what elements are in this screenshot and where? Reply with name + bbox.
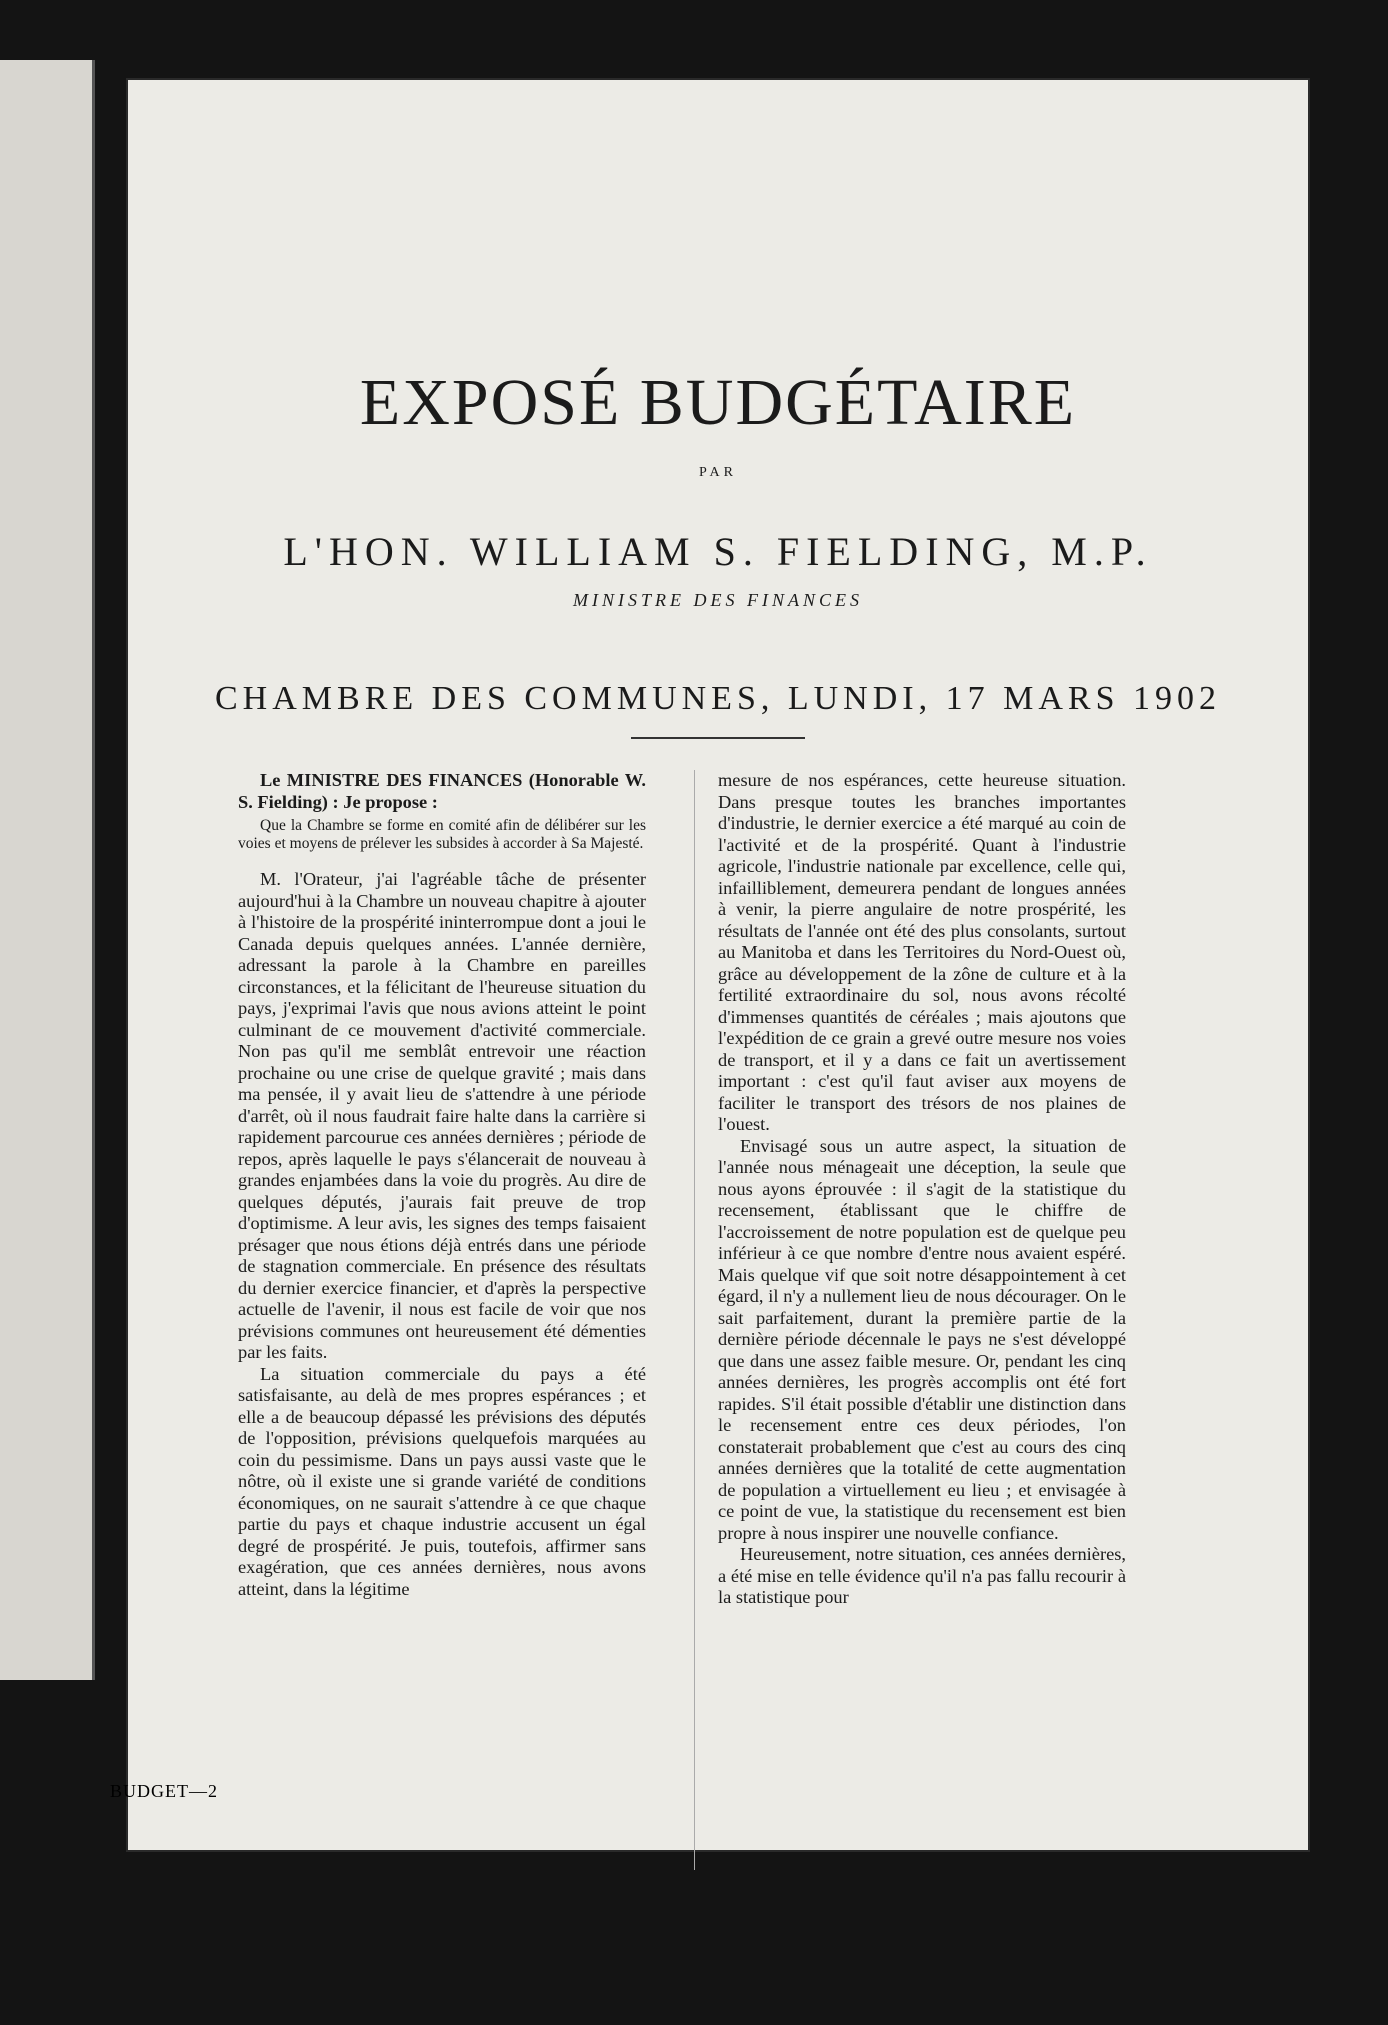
right-column: [718, 770, 1126, 1609]
paragraph: Heureusement, notre situation, ces années dernières, a été mise en telle évidence qu'il n'a pas fallu recourir à la statistique pour: [718, 1544, 1126, 1607]
byline-par: PAR: [699, 465, 737, 480]
paragraph: La situation commerciale du pays a été satisfaisante, au delà de mes propres espérances ; et elle a de beaucoup dépassé les prévisions des députés de l'opposition, prévisions quelquefois marquées au coin du pessimisme. Dans un pays aussi vaste que le nôtre, où il existe une si grande variété de conditions économiques, on ne saurait s'attendre à ce que chaque partie du pays et chaque industrie accusent un égal degré de prospérité. Je puis, toutefois, affirmer sans exagération, que ces années dernières, nous avons atteint, dans la légitime: [238, 1363, 646, 1599]
document-page: [128, 80, 1308, 1850]
paragraph: mesure de nos espérances, cette heureuse situation. Dans presque toutes les branches importantes d'industrie, le dernier exercice a été marqué au coin de l'activité et de la prospérité. Quant à l'industrie agricole, l'industrie nationale par excellence, celle qui, infailliblement, demeurera pendant de longues années à venir, la pierre angulaire de notre prospérité, les résultats de l'année ont été des plus consolants, surtout au Manitoba et dans les Territoires du Nord-Ouest où, grâce au développement de la zône de culture et à la fertilité extraordinaire du sol, nous avons récolté d'immenses quantités de céréales ; mais ajoutons que l'expédition de ce grain a grevé outre mesure nos voies de transport, et il y a dans ce fait un avertissement important : c'est qu'il faut aviser aux moyens de faciliter le transport des trésors de nos plaines de l'ouest.: [718, 770, 1126, 1134]
column-divider: [694, 770, 695, 1870]
author-name: L'HON. WILLIAM S. FIELDING, M.P.: [283, 529, 1153, 574]
intro-paragraph: Le MINISTRE DES FINANCES (Honorable W. S. Fielding) : Je propose :: [238, 770, 646, 812]
previous-page-edge: [0, 60, 95, 1680]
motion-text: Que la Chambre se forme en comité afin de délibérer sur les voies et moyens de prélever les subsides à accorder à Sa Majesté.: [238, 817, 646, 852]
left-column: [238, 770, 646, 1600]
heading-rule: [631, 737, 805, 739]
session-heading: CHAMBRE DES COMMUNES, LUNDI, 17 MARS 1902: [215, 680, 1221, 717]
signature-mark: BUDGET—2: [110, 1781, 218, 1801]
paragraph: M. l'Orateur, j'ai l'agréable tâche de présenter aujourd'hui à la Chambre un nouveau chapitre à ajouter à l'histoire de la prospérité ininterrompue dont a joui le Canada depuis quelques années. L'année dernière, adressant la parole à la Chambre en pareilles circonstances, et la félicitant de l'heureuse situation du pays, j'exprimai l'avis que nous avions atteint le point culminant de ce mouvement d'activité commerciale. Non pas qu'il me semblât entrevoir une réaction prochaine ou une crise de quelque gravité ; mais dans ma pensée, il y avait lieu de s'attendre à une période d'arrêt, où il nous faudrait faire halte dans la carrière si rapidement parcourue ces années dernières ; période de repos, après laquelle le pays s'élancerait de nouveau à grandes enjambées dans la voie du progrès. Au dire de quelques députés, j'aurais fait preuve de trop d'optimisme. A leur avis, les signes des temps faisaient présager que nous étions déjà entrés dans une période de stagnation commerciale. En présence des résultats du dernier exercice financier, et d'après la perspective actuelle de l'avenir, il nous est facile de voir que nos prévisions communes ont heureusement été démenties par les faits.: [238, 869, 646, 1362]
paragraph: Envisagé sous un autre aspect, la situation de l'année nous ménageait une déception, la seule que nous ayons éprouvée : il s'agit de la statistique du recensement, établissant que le chiffre de l'accroissement de notre population est de quelque peu inférieur à ce que nombre d'entre nous avaient espéré. Mais quelque vif que soit notre désappointement à cet égard, il n'y a nullement lieu de nous décourager. On le sait parfaitement, durant la première partie de la dernière période décennale le pays ne s'est développé que dans une assez faible mesure. Or, pendant les cinq années dernières, les progrès accomplis ont été fort rapides. S'il était possible d'établir une distinction dans le recensement entre ces deux périodes, l'on constaterait probablement que c'est au cours des cinq années dernières que la totalité de cette augmentation de population a virtuellement eu lieu ; et envisagée à ce point de vue, la statistique du recensement est bien propre à nous inspirer une nouvelle confiance.: [718, 1135, 1126, 1543]
document-title: EXPOSÉ BUDGÉTAIRE: [359, 366, 1077, 439]
author-role: MINISTRE DES FINANCES: [573, 590, 863, 610]
